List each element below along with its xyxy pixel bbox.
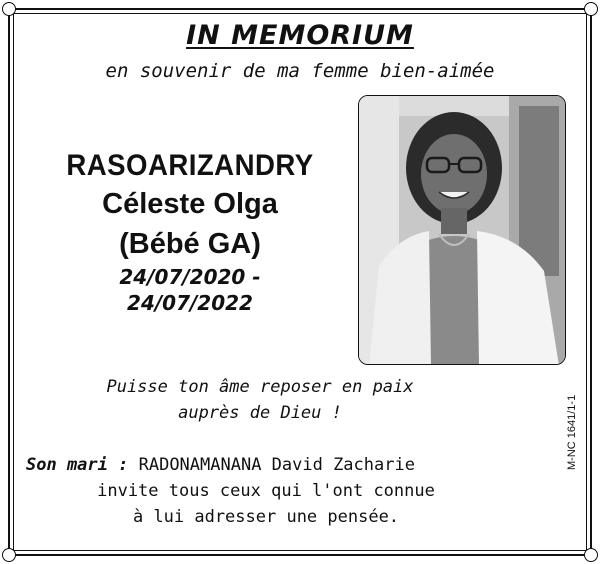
date-line-1: 24/07/2020 - (119, 265, 261, 289)
ad-reference-code: M-NC 1641/1-1 (566, 394, 578, 470)
prayer-line-1: Puisse ton âme reposer en paix (106, 377, 414, 397)
corner-ornament-bottom-right (584, 548, 598, 562)
deceased-surname: RASOARIZANDRY (66, 149, 314, 182)
husband-name: RADONAMANANA David Zacharie (138, 455, 415, 475)
portrait-photo (358, 95, 566, 365)
prayer-line-2: auprès de Dieu ! (178, 403, 342, 423)
invitation-line-2: à lui adresser une pensée. (132, 507, 400, 527)
portrait-illustration (359, 96, 566, 365)
invitation-line-1: invite tous ceux qui l'ont connue (97, 481, 435, 501)
husband-notice (26, 452, 566, 530)
deceased-nickname: (Bébé GA) (119, 228, 261, 260)
corner-ornament-top-left (2, 2, 16, 16)
corner-ornament-bottom-left (2, 548, 16, 562)
deceased-given-names: Céleste Olga (102, 188, 278, 220)
dedication-subtitle: en souvenir de ma femme bien-aimée (105, 60, 495, 82)
deceased-info (20, 148, 360, 316)
page-title: IN MEMORIUM (186, 20, 414, 51)
corner-ornament-top-right (584, 2, 598, 16)
husband-label: Son mari : (26, 455, 129, 475)
date-line-2: 24/07/2022 (127, 291, 253, 315)
prayer-message (90, 374, 430, 426)
